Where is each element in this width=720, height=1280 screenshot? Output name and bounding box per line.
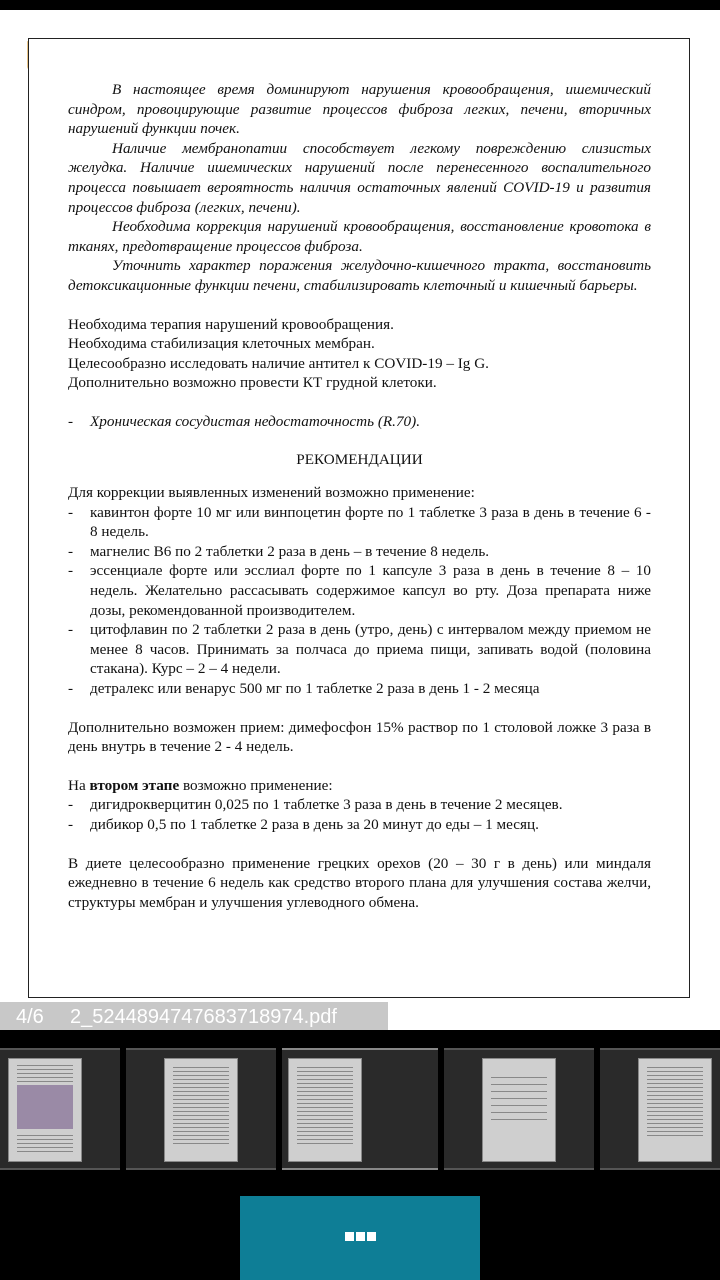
italic-paragraph: Наличие мембранопатии способствует легкому повреждению слизистых желудка. Наличие ишемических нарушений после перенесенного воспалительного процесса повышает вероятность наличия остаточных явлений COVID-19 и развития процессов фиброза (легких, печени). (68, 139, 651, 216)
menu-button[interactable] (240, 1196, 480, 1280)
second-stage-prefix: На (68, 776, 90, 794)
second-stage-item: - дибикор 0,5 по 1 таблетке 2 раза в день за 20 минут до еды – 1 месяц. (68, 815, 651, 835)
file-name: 2_5244894747683718974.pdf (70, 1006, 337, 1028)
file-info-bar (0, 1002, 388, 1030)
diet-paragraph: В диете целесообразно применение грецких орехов (20 – 30 г в день) или миндаля ежедневно в течение 6 недель как средство второго плана для улучшения состава желчи, структуры мембран и улучшения углеводного обмена. (68, 854, 651, 911)
thumbnail-page-5[interactable] (600, 1048, 720, 1170)
additional-paragraph: Дополнительно возможен прием: димефосфон 15% раствор по 1 столовой ложке 3 раза в день внутрь в течение 2 - 4 недель. (68, 718, 651, 756)
second-stage-suffix: возможно применение: (179, 776, 333, 794)
page-indicator: 4/6 (16, 1006, 44, 1028)
thumbnail-image (638, 1058, 712, 1162)
thumbnail-strip[interactable] (0, 1030, 720, 1184)
thumbnail-page-4[interactable] (444, 1048, 594, 1170)
thumbnail-image (8, 1058, 82, 1162)
second-stage-heading (68, 776, 651, 796)
italic-paragraph: Необходима коррекция нарушений кровообращения, восстановление кровотока в тканях, предотвращение процессов фиброза. (68, 218, 651, 255)
thumbnail-image (288, 1058, 362, 1162)
plain-line: Целесообразно исследовать наличие антител к COVID-19 – Ig G. (68, 354, 489, 372)
plain-line: Дополнительно возможно провести КТ грудной клетоки. (68, 374, 437, 392)
diagnosis-item: - Хроническая сосудистая недостаточность (R.70). (68, 412, 651, 432)
recommendation-item: - цитофлавин по 2 таблетки 2 раза в день (утро, день) с интервалом между приемом не менее 8 часов. Принимать за полчаса до приема пищи, запивать водой (половина стакана). Курс – 2 – 4 недели. (68, 620, 651, 679)
thumbnail-image (164, 1058, 238, 1162)
document-content (68, 80, 651, 912)
recommendation-item: - магнелис В6 по 2 таблетки 2 раза в день – в течение 8 недель. (68, 542, 651, 562)
second-stage-bold: втором этапе (89, 776, 180, 794)
plain-line: Необходима стабилизация клеточных мембран. (68, 335, 375, 353)
recommendations-intro: Для коррекции выявленных изменений возможно применение: (68, 484, 475, 502)
recommendation-item: - эссенциале форте или эсслиал форте по 1 капсуле 3 раза в день в течение 8 – 10 недель. Желательно рассасывать содержимое капсул во рту. Доза препарата ниже дозы, рекомендованной производителем. (68, 561, 651, 620)
italic-paragraph: Уточнить характер поражения желудочно-кишечного тракта, восстановить детоксикационные функции печени, стабилизировать клеточный и кишечный барьеры. (68, 257, 651, 294)
thumbnail-page-1[interactable] (0, 1048, 120, 1170)
second-stage-item: - дигидрокверцитин 0,025 по 1 таблетке 3 раза в день в течение 2 месяцев. (68, 795, 651, 815)
thumbnail-page-2[interactable] (126, 1048, 276, 1170)
recommendations-title: РЕКОМЕНДАЦИИ (296, 450, 423, 468)
italic-paragraph: В настоящее время доминируют нарушения кровообращения, ишемический синдром, провоцирующие развитие процессов фиброза легких, печени, вторичных нарушений функции почек. (68, 81, 651, 138)
plain-line: Необходима терапия нарушений кровообращения. (68, 315, 394, 333)
status-bar (0, 0, 720, 10)
recommendation-item: - кавинтон форте 10 мг или винпоцетин форте по 1 таблетке 3 раза в день в течение 6 - 8 недель. (68, 503, 651, 542)
more-dots-icon (240, 1232, 480, 1241)
thumbnail-page-3[interactable] (282, 1048, 438, 1170)
thumbnail-image (482, 1058, 556, 1162)
recommendation-item: - детралекс или венарус 500 мг по 1 таблетке 2 раза в день 1 - 2 месяца (68, 679, 651, 699)
